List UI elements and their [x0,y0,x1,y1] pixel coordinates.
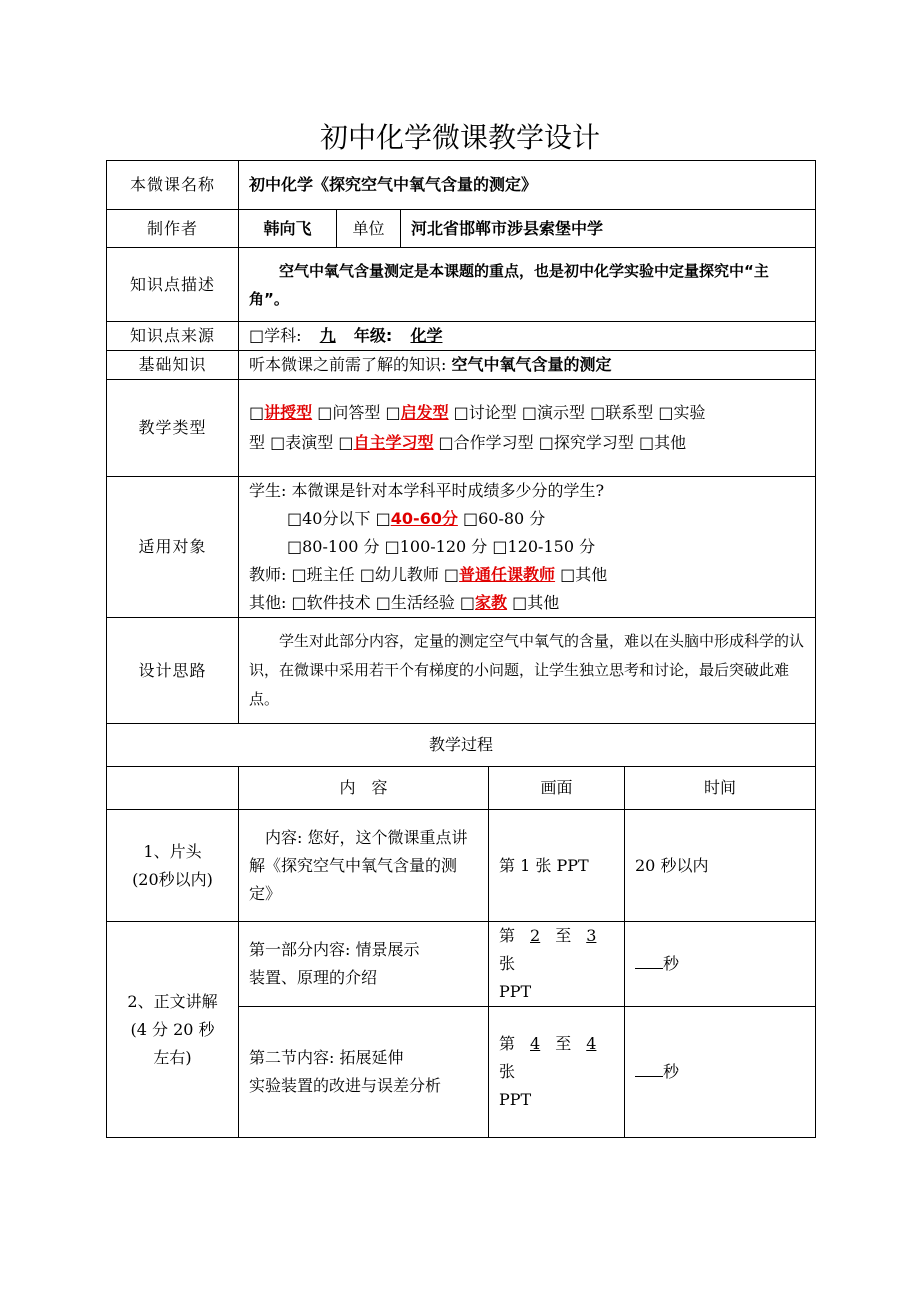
step2-part1-screen [489,922,625,1007]
teacher-other[interactable]: 其他 [575,565,608,584]
part2-time-blank[interactable] [635,1062,663,1077]
label-source: 知识点来源 [107,322,239,351]
step1-content [239,810,489,922]
type-lecture[interactable]: 讲授型 [264,403,313,422]
label-teaching-type: 教学类型 [107,380,239,477]
part1-mid: 至 [555,926,572,945]
row-target [107,477,816,618]
basic-prefix: 听本微课之前需了解的知识: [249,355,447,374]
source [239,322,816,351]
step2-part1-line2: 装置、原理的介绍 [249,968,378,987]
label-basic: 基础知识 [107,351,239,380]
teacher-homeroom[interactable]: 班主任 [306,565,355,584]
header-time: 时间 [625,767,816,810]
step1-screen: 第 1 张 PPT [489,810,625,922]
target-audience: 学生: 本微课是针对本学科平时成绩多少分的学生? □40分以下 □40-60分 □60-80 分 □80-100 分 □100-120 分 □120-150 分 教师: □班主任 □幼儿教师 □普通任课教师 □其他 其他: □软件技术 □生活经验 □家教 □其他 [239,477,816,618]
score-120-150[interactable]: 120-150 分 [507,537,596,556]
part1-post: 张 [499,954,516,973]
step2-part2-time [625,1007,816,1138]
step2-label-line2: (4 分 20 秒 [130,1019,215,1039]
label-target: 适用对象 [107,477,239,618]
step1-label [107,810,239,922]
step2-part1-content [239,922,489,1007]
score-100-120[interactable]: 100-120 分 [399,537,488,556]
teacher-kindergarten[interactable]: 幼儿教师 [374,565,439,584]
part2-screen-pre: 第 [499,1034,516,1053]
teaching-types: □讲授型 □问答型 □启发型 □讨论型 □演示型 □联系型 □实验 型 □表演型 □自主学习型 □合作学习型 □探究学习型 □其他 [239,380,816,477]
subject-value: 九 [319,326,336,345]
design-table [106,160,816,1138]
row-step2-part1 [107,922,816,1007]
part1-to: 3 [586,926,597,945]
step2-part1-time [625,922,816,1007]
row-process-title [107,724,816,767]
row-author [107,210,816,248]
header-content: 内 容 [239,767,489,810]
step2-label-line1: 2、正文讲解 [127,991,218,1011]
type-demo[interactable]: 演示型 [537,403,586,422]
row-teaching-type [107,380,816,477]
label-author: 制作者 [107,210,239,248]
other-other[interactable]: 其他 [527,593,560,612]
step1-label-line1: 1、片头 [143,841,202,861]
part1-screen-pre: 第 [499,926,516,945]
type-cooperative[interactable]: 合作学习型 [453,433,534,452]
label-design: 设计思路 [107,618,239,724]
step2-label [107,922,239,1138]
header-screen: 画面 [489,767,625,810]
label-unit: 单位 [337,210,401,248]
part2-mid: 至 [555,1034,572,1053]
type-discussion[interactable]: 讨论型 [468,403,517,422]
step2-part2-screen [489,1007,625,1138]
type-other[interactable]: 其他 [654,433,687,452]
score-under-40[interactable]: 40分以下 [302,509,371,528]
author-name: 韩向飞 [239,210,337,248]
part2-post: 张 [499,1062,516,1081]
subject-checkbox-label[interactable]: □学科: [249,326,302,345]
part1-from: 2 [530,926,541,945]
target-question: 学生: 本微课是针对本学科平时成绩多少分的学生? [249,481,605,500]
row-basic [107,351,816,380]
grade-value: 化学 [410,326,443,345]
row-process-headers [107,767,816,810]
row-step1 [107,810,816,922]
step1-time: 20 秒以内 [625,810,816,922]
other-life[interactable]: 生活经验 [390,593,455,612]
page-title: 初中化学微课教学设计 [319,121,600,154]
part1-ppt: PPT [499,982,532,1001]
teacher-subject[interactable]: 普通任课教师 [459,565,556,584]
other-software[interactable]: 软件技术 [306,593,371,612]
row-design [107,618,816,724]
row-source [107,322,816,351]
part2-ppt: PPT [499,1090,532,1109]
type-self-study[interactable]: 自主学习型 [353,433,434,452]
score-80-100[interactable]: 80-100 分 [302,537,380,556]
score-60-80[interactable]: 60-80 分 [478,509,546,528]
basic-value: 空气中氧气含量的测定 [451,355,612,374]
row-description [107,248,816,322]
part1-time-blank[interactable] [635,954,663,969]
step2-part2-line2: 实验装置的改进与误差分析 [249,1076,442,1095]
step2-part2-line1: 第二节内容: 拓展延伸 [249,1048,404,1067]
type-performance[interactable]: 表演型 [285,433,334,452]
basic-knowledge [239,351,816,380]
step2-part1-line1: 第一部分内容: 情景展示 [249,940,420,959]
grade-label: 年级: [353,326,393,345]
step1-label-line2: (20秒以内) [132,869,213,889]
label-description: 知识点描述 [107,248,239,322]
part2-from: 4 [530,1034,541,1053]
label-course-name: 本微课名称 [107,161,239,210]
design-idea: 学生对此部分内容，定量的测定空气中氧气的含量，难以在头脑中形成科学的认识，在微课中采用若干个有梯度的小问题，让学生独立思考和讨论，最后突破此难点。 [239,618,816,724]
header-empty [107,767,239,810]
type-inquiry[interactable]: 探究学习型 [553,433,634,452]
description: 空气中氧气含量测定是本课题的重点，也是初中化学实验中定量探究中“主角”。 [239,248,816,322]
type-connection[interactable]: 联系型 [605,403,654,422]
other-tutor[interactable]: 家教 [475,593,508,612]
type-experiment[interactable]: 实验 [673,403,706,422]
row-course-name [107,161,816,210]
teacher-label: 教师: [249,565,287,584]
step2-part2-content [239,1007,489,1138]
type-experiment-suffix: 型 [249,433,266,452]
step2-label-line3: 左右) [153,1047,192,1067]
part1-time-unit: 秒 [663,954,680,973]
part2-to: 4 [586,1034,597,1053]
step1-content-text: 内容: 您好，这个微课重点讲解《探究空气中氧气含量的测定》 [249,827,468,903]
score-40-60[interactable]: 40-60分 [390,509,458,528]
type-heuristic[interactable]: 启发型 [400,403,449,422]
process-title: 教学过程 [107,724,816,767]
type-qa[interactable]: 问答型 [332,403,381,422]
course-name: 初中化学《探究空气中氧气含量的测定》 [239,161,816,210]
other-label: 其他: [249,593,287,612]
part2-time-unit: 秒 [663,1062,680,1081]
unit-name: 河北省邯郸市涉县索堡中学 [401,210,816,248]
